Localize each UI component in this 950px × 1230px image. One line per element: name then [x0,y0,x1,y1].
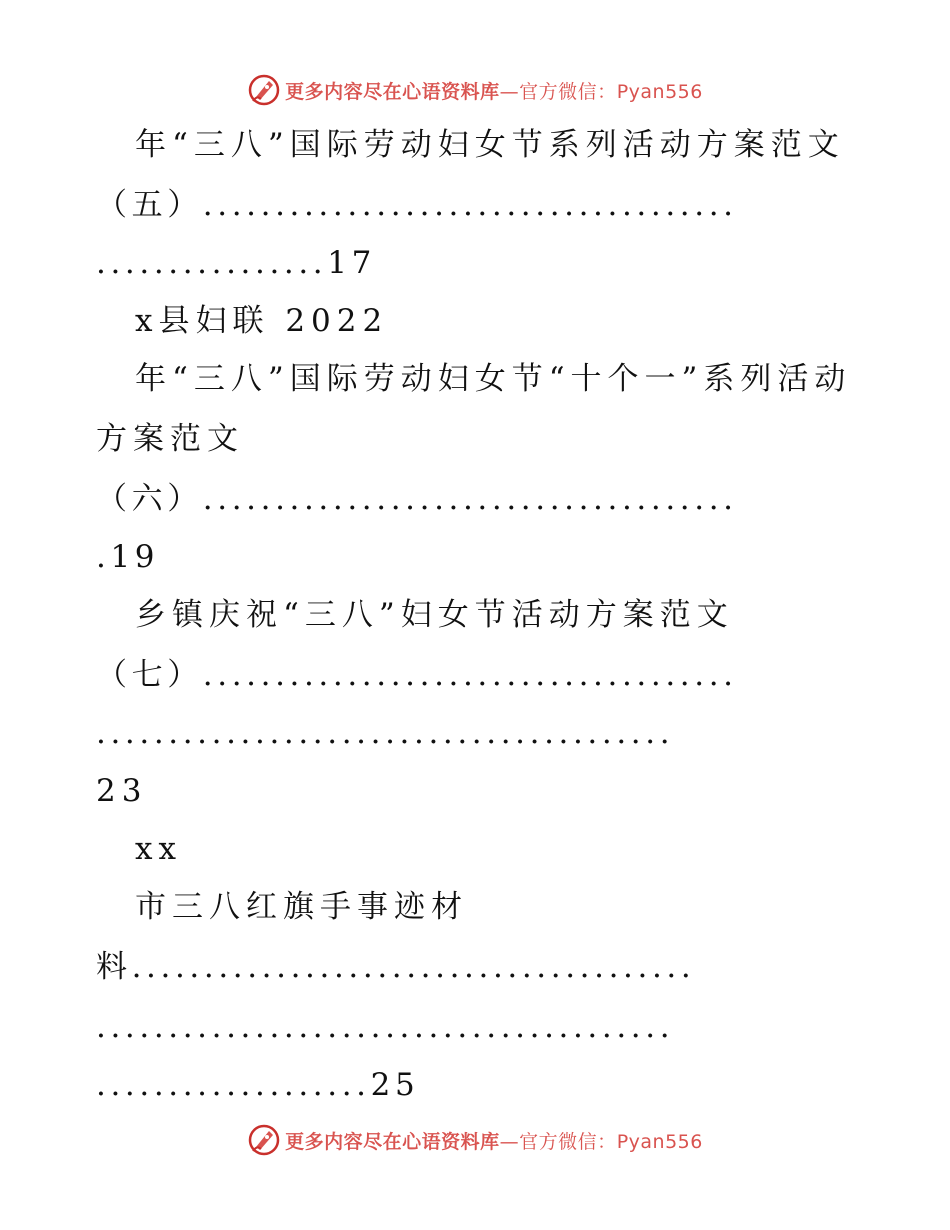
toc-line: 乡镇庆祝“三八”妇女节活动方案范文 [135,597,734,633]
toc-line: ...................25 [96,1067,420,1103]
pen-nib-logo-icon [247,1123,281,1157]
toc-line: 料....................................... [96,949,696,985]
toc-line: （七）..................................... [96,657,738,693]
toc-line: 年“三八”国际劳动妇女节“十个一”系列活动 [135,361,852,397]
toc-line: x县妇联 2022 [135,303,389,339]
toc-line: 市三八红旗手事迹材 [135,889,468,925]
watermark-separator: — [499,80,520,103]
toc-line: ................17 [96,245,376,281]
toc-line: （五）..................................... [96,187,738,223]
toc-line: 方案范文 [96,421,244,457]
toc-line: 23 [96,773,148,809]
toc-line: 年“三八”国际劳动妇女节系列活动方案范文 [135,127,845,163]
toc-line: （六）..................................... [96,481,738,517]
watermark-text: 更多内容尽在心语资料库 [285,1130,500,1153]
watermark-separator: — [499,1130,520,1153]
toc-line: .19 [96,539,160,575]
watermark-wechat-id: Pyan556 [616,1130,703,1153]
toc-line: ........................................ [96,1009,675,1045]
header-watermark [0,70,950,110]
pen-nib-logo-icon [247,73,281,107]
watermark-text: 更多内容尽在心语资料库 [285,80,500,103]
toc-line: xx [135,831,182,867]
watermark-wechat-id: Pyan556 [616,80,703,103]
toc-line: ........................................ [96,715,675,751]
watermark-wechat-label: 官方微信： [519,80,617,103]
watermark-wechat-label: 官方微信： [519,1130,617,1153]
footer-watermark [0,1120,950,1160]
